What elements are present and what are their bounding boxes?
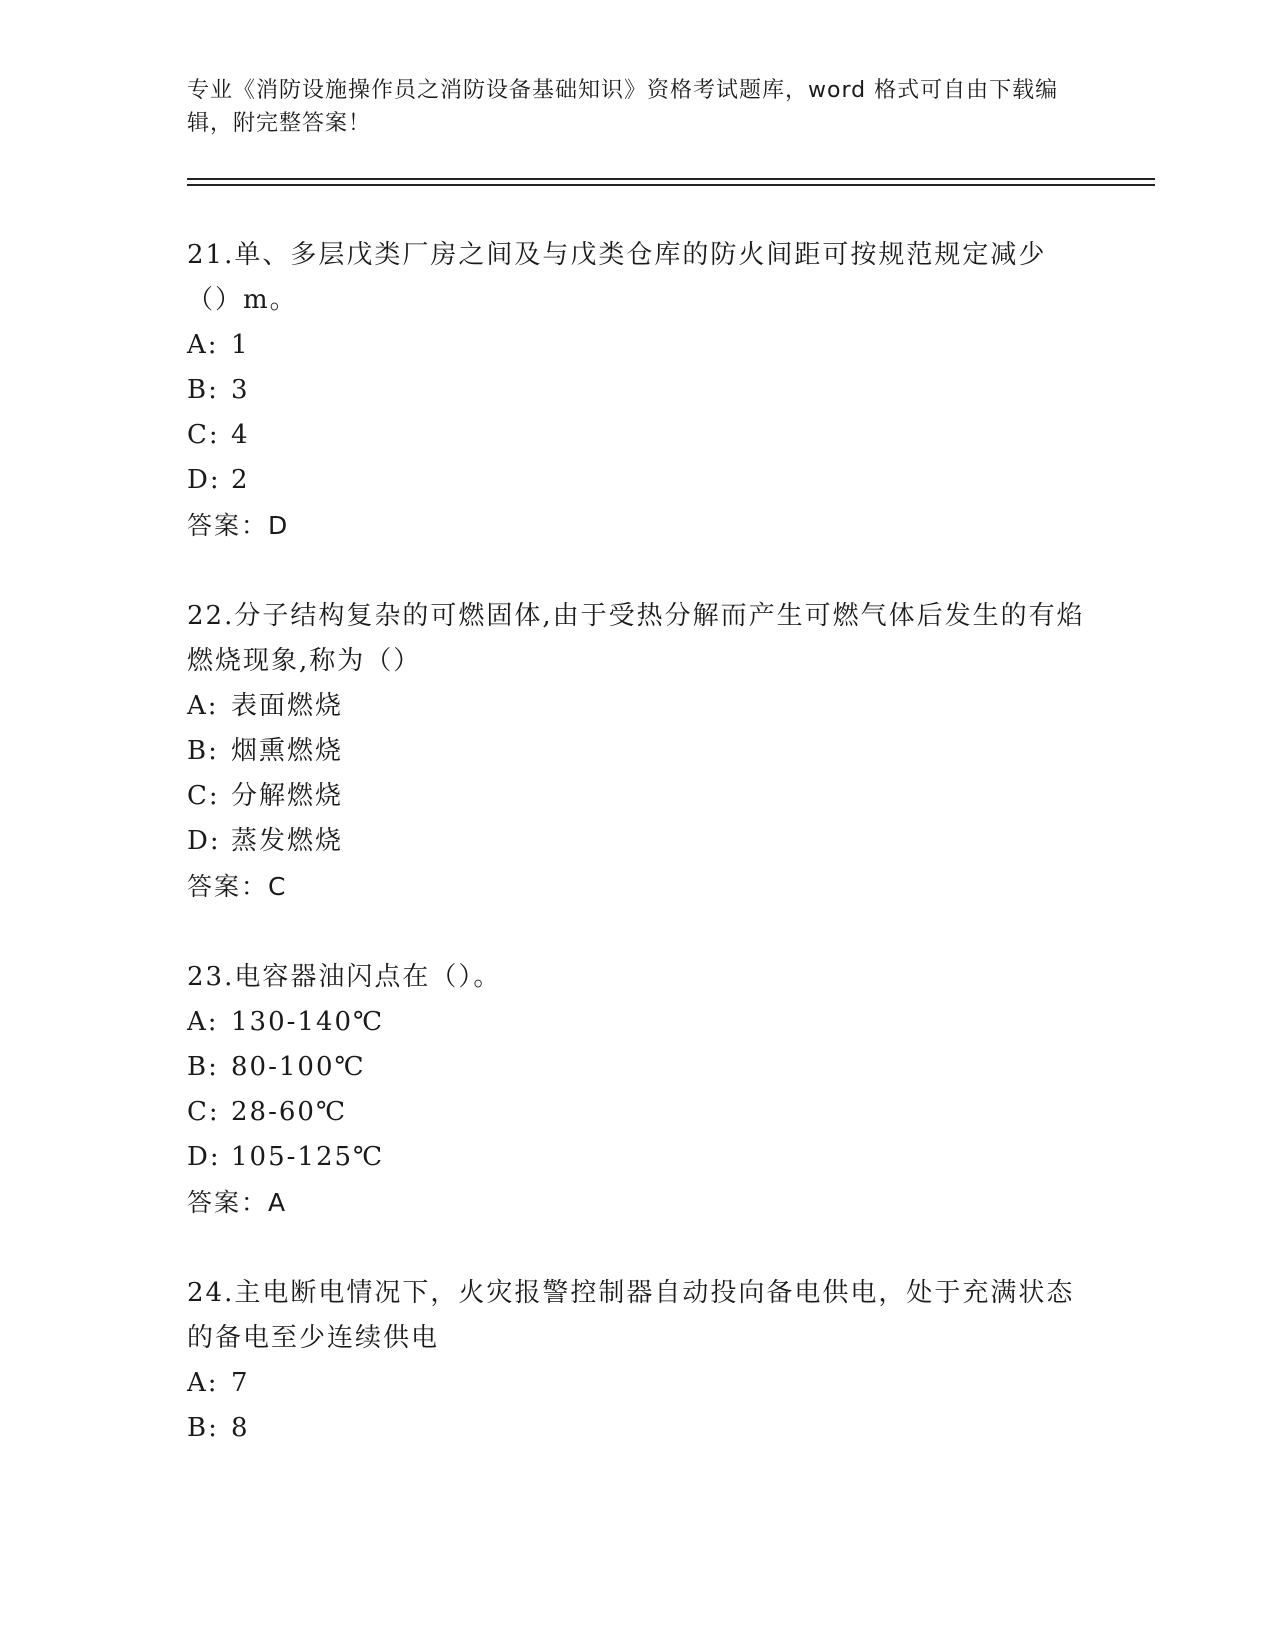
option-letter: A:: [187, 1007, 219, 1037]
question-stem: 23.电容器油闪点在（）。: [187, 962, 502, 992]
question-list: [187, 233, 1087, 1497]
question-stem: 24.主电断电情况下，火灾报警控制器自动投向备电供电，处于充满状态的备电至少连续供电: [187, 1278, 1075, 1353]
option-letter: D:: [187, 826, 221, 856]
document-intro: 专业《消防设施操作员之消防设备基础知识》资格考试题库，word 格式可自由下载编辑，附完整答案！: [187, 78, 1059, 136]
option-d: [187, 819, 1087, 864]
option-b: [187, 368, 1087, 413]
question-21: [187, 233, 1087, 548]
option-text: 80-100℃: [231, 1052, 366, 1082]
question-23: [187, 955, 1087, 1225]
option-text: 28-60℃: [231, 1097, 348, 1127]
question-22: [187, 594, 1087, 909]
option-a: [187, 684, 1087, 729]
option-text: 105-125℃: [231, 1142, 385, 1172]
header-rule-bottom: [187, 184, 1155, 186]
option-text: 分解燃烧: [231, 781, 344, 811]
question-24: [187, 1271, 1087, 1451]
option-text: 蒸发燃烧: [231, 826, 344, 856]
option-letter: C:: [187, 420, 220, 450]
option-a: [187, 1000, 1087, 1045]
option-text: 表面燃烧: [231, 691, 344, 721]
option-text: 3: [231, 375, 250, 405]
option-letter: B:: [187, 375, 219, 405]
option-text: 烟熏燃烧: [231, 736, 344, 766]
option-a: [187, 1361, 1087, 1406]
option-letter: D:: [187, 1142, 221, 1172]
option-text: 130-140℃: [231, 1007, 385, 1037]
option-d: [187, 458, 1087, 503]
option-b: [187, 1045, 1087, 1090]
option-text: 8: [231, 1413, 250, 1443]
question-stem: 21.单、多层戊类厂房之间及与戊类仓库的防火间距可按规范规定减少（）m。: [187, 240, 1047, 315]
option-c: [187, 774, 1087, 819]
option-letter: A:: [187, 691, 219, 721]
header-rule-top: [187, 178, 1155, 180]
option-letter: C:: [187, 1097, 220, 1127]
option-text: 4: [231, 420, 250, 450]
answer-line: 答案：C: [187, 872, 288, 901]
option-c: [187, 413, 1087, 458]
option-a: [187, 323, 1087, 368]
option-letter: A:: [187, 1368, 219, 1398]
option-c: [187, 1090, 1087, 1135]
option-text: 7: [231, 1368, 250, 1398]
option-letter: D:: [187, 465, 221, 495]
option-letter: C:: [187, 781, 220, 811]
answer-line: 答案：A: [187, 1188, 288, 1217]
option-letter: B:: [187, 1413, 219, 1443]
option-d: [187, 1135, 1087, 1180]
option-letter: B:: [187, 736, 219, 766]
option-letter: A:: [187, 330, 219, 360]
question-stem: 22.分子结构复杂的可燃固体,由于受热分解而产生可燃气体后发生的有焰燃烧现象,称为（）: [187, 601, 1085, 676]
option-letter: B:: [187, 1052, 219, 1082]
option-b: [187, 1406, 1087, 1451]
answer-line: 答案：D: [187, 511, 290, 540]
option-text: 1: [231, 330, 250, 360]
option-text: 2: [231, 465, 250, 495]
option-b: [187, 729, 1087, 774]
